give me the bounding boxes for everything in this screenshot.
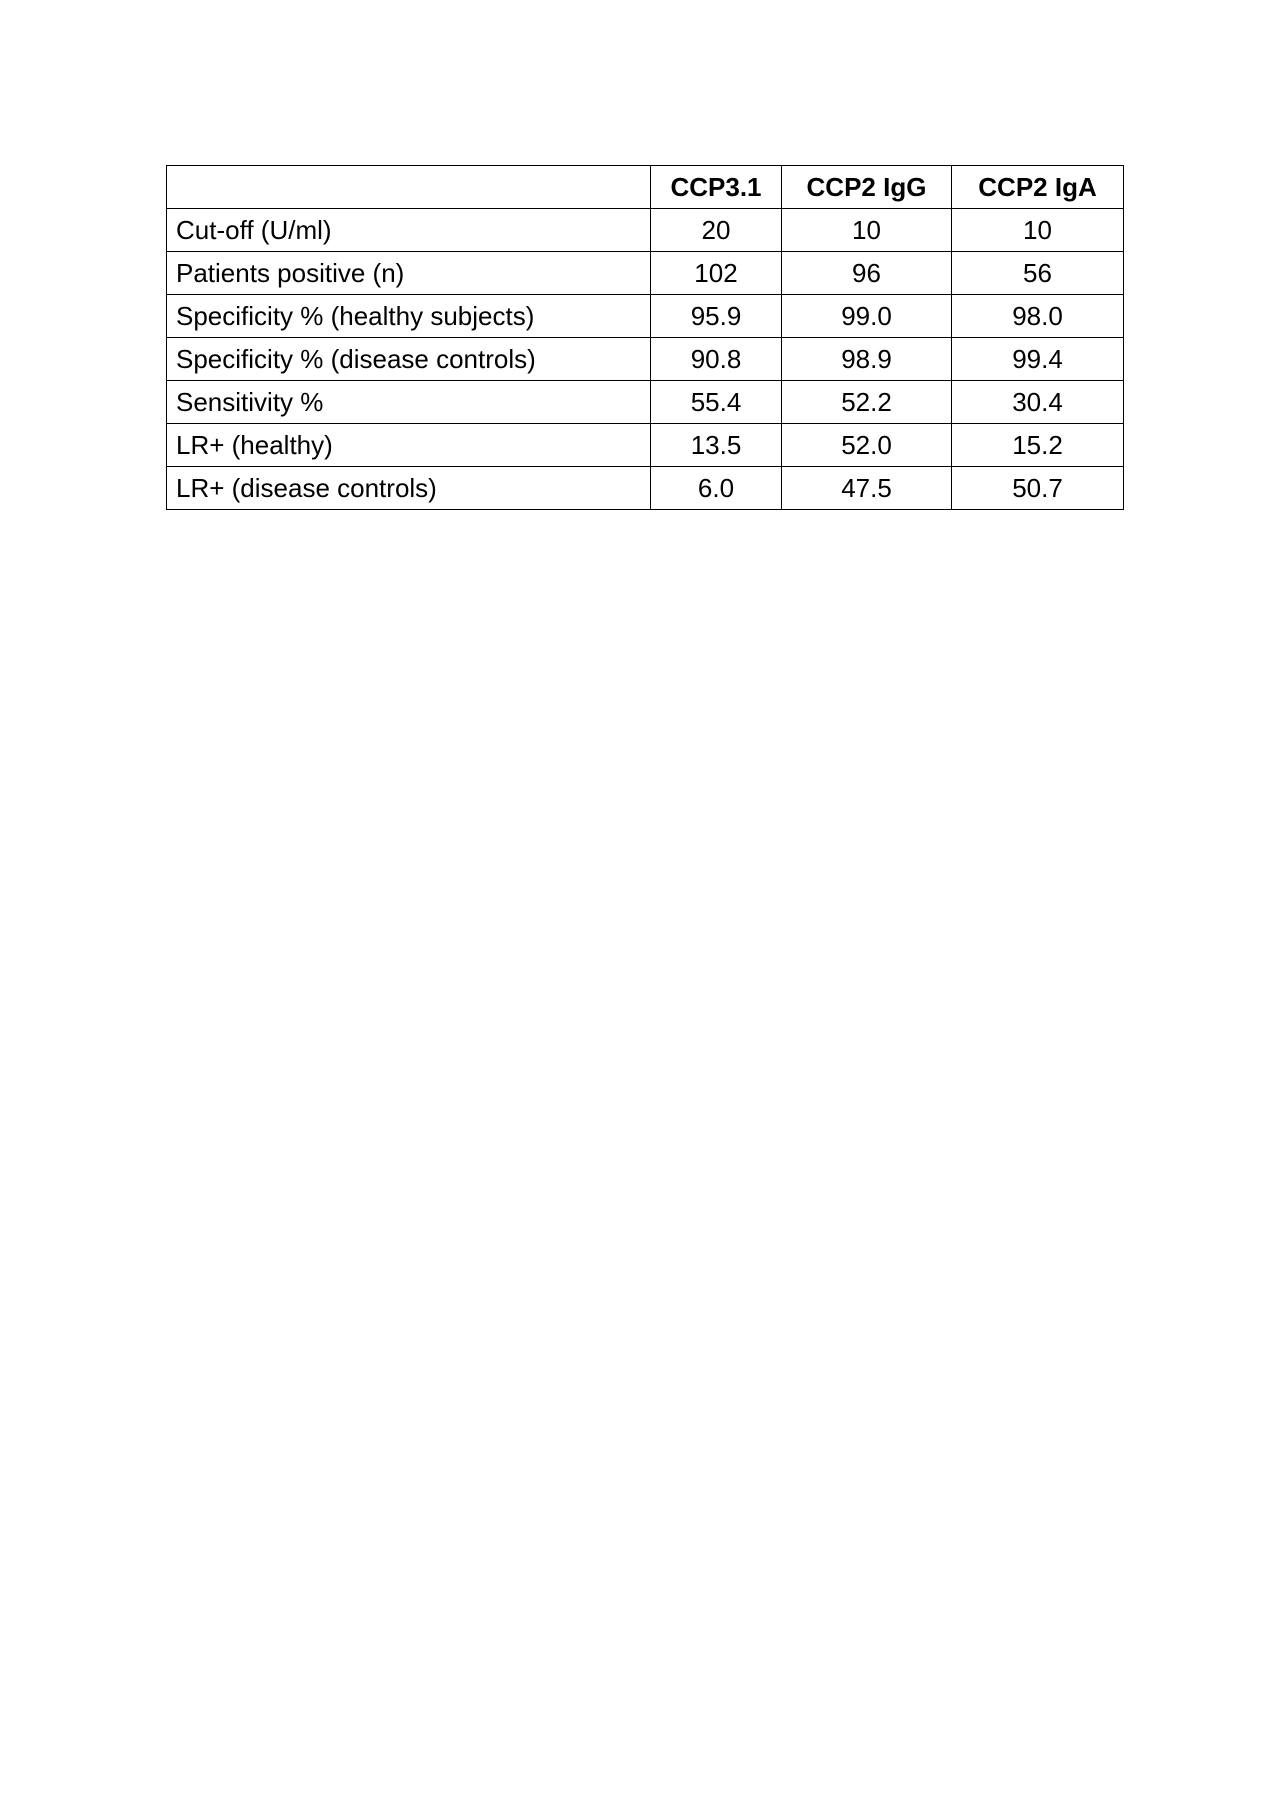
header-cell-ccp31: CCP3.1 xyxy=(651,166,782,209)
table-row xyxy=(167,424,1124,467)
row-label: Sensitivity % xyxy=(167,381,651,424)
row-label: LR+ (disease controls) xyxy=(167,467,651,510)
results-table xyxy=(166,165,1124,510)
table-row xyxy=(167,338,1124,381)
table-cell: 95.9 xyxy=(651,295,782,338)
table-cell: 98.9 xyxy=(782,338,952,381)
table-cell: 99.4 xyxy=(952,338,1124,381)
table-cell: 10 xyxy=(952,209,1124,252)
table-row xyxy=(167,381,1124,424)
header-cell-empty xyxy=(167,166,651,209)
table-cell: 90.8 xyxy=(651,338,782,381)
row-label: Specificity % (disease controls) xyxy=(167,338,651,381)
row-label: Cut-off (U/ml) xyxy=(167,209,651,252)
table-cell: 102 xyxy=(651,252,782,295)
table-cell: 6.0 xyxy=(651,467,782,510)
row-label: Patients positive (n) xyxy=(167,252,651,295)
table-cell: 98.0 xyxy=(952,295,1124,338)
row-label: LR+ (healthy) xyxy=(167,424,651,467)
table-row xyxy=(167,252,1124,295)
table-cell: 96 xyxy=(782,252,952,295)
header-row xyxy=(167,166,1124,209)
table-cell: 50.7 xyxy=(952,467,1124,510)
row-label: Specificity % (healthy subjects) xyxy=(167,295,651,338)
table-cell: 56 xyxy=(952,252,1124,295)
table-cell: 13.5 xyxy=(651,424,782,467)
header-cell-ccp2-igg: CCP2 IgG xyxy=(782,166,952,209)
table-cell: 99.0 xyxy=(782,295,952,338)
table-cell: 52.0 xyxy=(782,424,952,467)
table-cell: 55.4 xyxy=(651,381,782,424)
table-row xyxy=(167,295,1124,338)
table-cell: 30.4 xyxy=(952,381,1124,424)
table-row xyxy=(167,209,1124,252)
table-cell: 20 xyxy=(651,209,782,252)
table-cell: 52.2 xyxy=(782,381,952,424)
table-row xyxy=(167,467,1124,510)
table-cell: 47.5 xyxy=(782,467,952,510)
header-cell-ccp2-iga: CCP2 IgA xyxy=(952,166,1124,209)
table-cell: 15.2 xyxy=(952,424,1124,467)
table-cell: 10 xyxy=(782,209,952,252)
